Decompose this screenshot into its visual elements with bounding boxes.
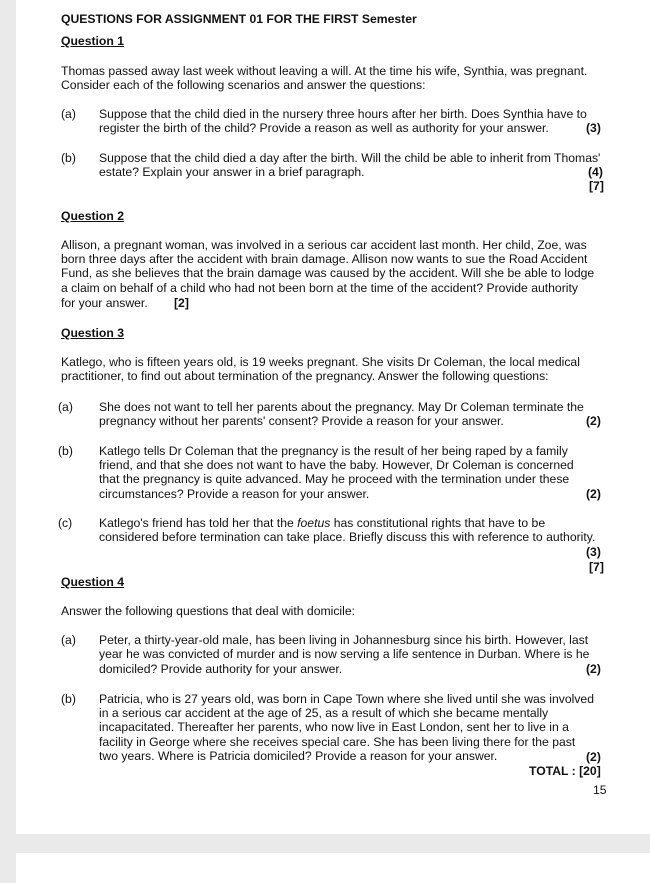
q4-a-line: domiciled? Provide authority for your answer. [99,662,343,676]
q3-a-line: She does not want to tell her parents about the pregnancy. May Dr Coleman terminate the [99,400,584,414]
q4-b-line: in a serious car accident at the age of 25, as a result of which she became mentally [99,706,549,720]
q1-b-line: estate? Explain your answer in a brief paragraph. [99,165,365,179]
q3-b-marks: (2) [586,487,601,501]
q1-a-line: Suppose that the child died in the nursery three hours after her birth. Does Synthia have to [99,107,587,121]
q1-b-label: (b) [61,151,76,165]
question-4-title: Question 4 [61,575,124,589]
q4-a-line: Peter, a thirty-year-old male, has been living in Johannesburg since his birth. However, last [99,633,589,647]
q4-a-line: year he was convicted of murder and is now serving a life sentence in Durban. Where is he [99,647,590,661]
next-page-edge [16,853,650,883]
page-number: 15 [593,783,607,797]
q3-c-text-italic: foetus [297,516,331,530]
q4-b-line: Patricia, who is 27 years old, was born in Cape Town where she lived until she was involved [99,692,594,706]
q3-b-line: friend, and that she does not want to have the baby. However, Dr Coleman is concerned [99,458,574,472]
q4-a-marks: (2) [586,662,601,676]
q3-b-line: Katlego tells Dr Coleman that the pregnancy is the result of her being raped by a family [99,444,568,458]
q1-total: [7] [589,179,604,193]
q3-c-label: (c) [58,516,73,530]
question-2-title: Question 2 [61,209,124,223]
q3-intro-line: practitioner, to find out about termination of the pregnancy. Answer the following questions: [61,369,549,383]
q4-intro: Answer the following questions that deal with domicile: [61,604,356,618]
q3-a-line: pregnancy without her parents' consent? Provide a reason for your answer. [99,414,504,428]
q3-c-text-pre: Katlego's friend has told her that the [99,516,298,530]
assignment-header: QUESTIONS FOR ASSIGNMENT 01 FOR THE FIRST Semester [61,12,417,26]
q4-a-label: (a) [61,633,76,647]
q1-b-line: Suppose that the child died a day after the birth. Will the child be able to inherit from Thomas' [99,151,601,165]
q1-b-marks: (4) [588,165,603,179]
q4-b-line: facility in George where she receives special care. She has been living there for the past [99,735,576,749]
q3-intro-line: Katlego, who is fifteen years old, is 19 weeks pregnant. She visits Dr Coleman, the local medical [61,355,580,369]
q1-intro-line: Consider each of the following scenarios and answer the questions: [61,78,426,92]
q2-line: for your answer. [61,296,148,310]
q3-b-line: that the pregnancy is quite advanced. May he proceed with the termination under these [99,472,570,486]
q4-b-marks: (2) [586,750,601,764]
q2-line: a claim on behalf of a child who had not been born at the time of the accident? Provide authority [61,281,578,295]
q3-a-marks: (2) [586,414,601,428]
q4-b-label: (b) [61,692,76,706]
q3-b-label: (b) [58,444,73,458]
q2-line: Fund, as she believes that the brain damage was caused by the accident. Will she be able to lodge [61,266,595,280]
question-1-title: Question 1 [61,34,124,48]
q4-b-line: two years. Where is Patricia domiciled? Provide a reason for your answer. [99,749,498,763]
q3-a-label: (a) [58,400,73,414]
q3-total: [7] [589,560,604,574]
q3-c-text-post: has constitutional rights that have to be [330,516,546,530]
q4-b-line: incapacitated. Thereafter her parents, who now live in East London, sent her to live in a [99,720,569,734]
q3-c-line: considered before termination can take place. Briefly discuss this with reference to authority. [99,530,596,544]
q1-a-marks: (3) [586,121,601,135]
q1-intro-line: Thomas passed away last week without leaving a will. At the time his wife, Synthia, was pregnant. [61,64,588,78]
q2-line: Allison, a pregnant woman, was involved in a serious car accident last month. Her child, Zoe, was [61,238,587,252]
q2-marks: [2] [174,296,189,310]
q3-c-line [99,516,545,531]
q2-line: born three days after the accident with brain damage. Allison now wants to sue the Road Accident [61,252,588,266]
q3-b-line: circumstances? Provide a reason for your answer. [99,487,370,501]
question-3-title: Question 3 [61,326,124,340]
q1-a-line: register the birth of the child? Provide a reason as well as authority for your answer. [99,121,549,135]
q3-c-marks: (3) [586,545,601,559]
q1-a-label: (a) [61,107,76,121]
grand-total: TOTAL : [20] [529,764,601,778]
